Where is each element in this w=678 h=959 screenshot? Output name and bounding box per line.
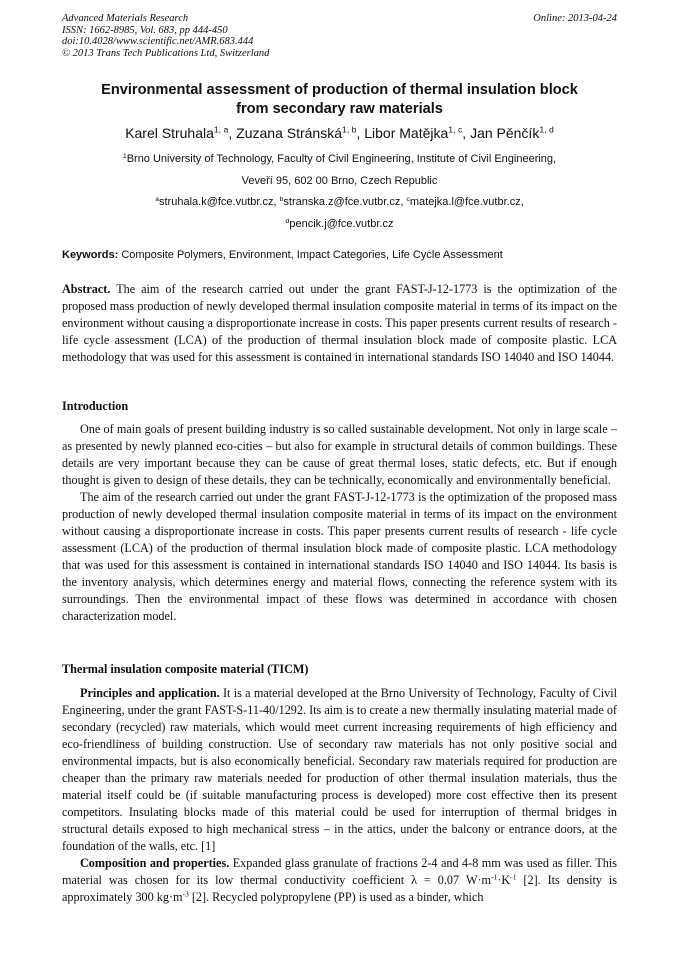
author-name: Karel Struhala — [125, 125, 214, 141]
email-line-1 — [62, 192, 617, 214]
email-sup: a — [155, 195, 159, 203]
author-separator: , — [356, 125, 365, 141]
ticm-body — [62, 685, 617, 906]
subheading-composition: Composition and properties. — [80, 856, 230, 870]
keywords-text: Composite Polymers, Environment, Impact Categories, Life Cycle Assessment — [121, 249, 503, 261]
exponent: -1 — [510, 872, 517, 882]
author-sup: 1, d — [539, 124, 554, 135]
title-line-1: Environmental assessment of production of thermal insulation block — [101, 82, 578, 98]
author-name: Zuzana Stránská — [236, 125, 342, 141]
author-list — [62, 123, 617, 143]
copyright-line: © 2013 Trans Tech Publications Ltd, Switzerland — [62, 47, 270, 59]
keywords — [62, 247, 617, 263]
email-separator: , — [520, 196, 524, 208]
paragraph-text: [2]. Recycled polypropylene (PP) is used as a binder, which — [188, 890, 484, 904]
keywords-label: Keywords: — [62, 249, 119, 261]
section-heading-introduction: Introduction — [62, 399, 129, 413]
paragraph: The aim of the research carried out under the grant FAST-J-12-1773 is the optimization of the proposed mass production of newly developed thermal insulation composite material in terms of its impact on the environment without causing a disproportionate increase in costs. This paper presents current results of research - life cycle assessment (LCA) of the production of thermal insulation block made of composite plastic. LCA methodology that was used for this assessment is contained in international standards ISO 14040 and ISO 14044. Its basis is the inventory analysis, which determines energy and material flows, connecting the reference system with its surroundings. Then the environmental impact of these flows was determined in accordance with chosen characterization model. — [62, 490, 617, 623]
author-separator: , — [462, 125, 471, 141]
abstract-label: Abstract. — [62, 282, 111, 296]
paper-title — [62, 81, 617, 119]
subheading-principles: Principles and application. — [80, 686, 220, 700]
email-link[interactable]: pencik.j@fce.vutbr.cz — [289, 217, 394, 230]
paragraph: One of main goals of present building industry is so called sustainable development. Not only in large scale – as presented by newly planned eco-cities – but also for example in structural details of common buildings. These details are very important because they can be cause of great thermal loses, static defects, etc. But if enough thought is given to design of these details, they can be technically, economically and environmentally beneficial. — [62, 422, 617, 487]
author-sup: 1, c — [448, 124, 463, 135]
affiliation-line-1 — [62, 149, 617, 171]
exponent: -3 — [182, 889, 189, 899]
email-link[interactable]: struhala.k@fce.vutbr.cz — [159, 196, 274, 208]
paragraph-text: Expanded glass granulate of fractions 2-4 and 4-8 mm was used as filler. This material was chosen for its low thermal conductivity coefficient λ = 0.07 W·m — [62, 856, 617, 887]
author-sup: 1, b — [342, 124, 357, 135]
doi-line[interactable]: doi:10.4028/www.scientific.net/AMR.683.444 — [62, 36, 254, 48]
abstract-text: The aim of the research carried out under the grant FAST-J-12-1773 is the optimization of the proposed mass production of newly developed thermal insulation composite material in terms of its impact on the environment without causing a disproportionate increase in costs. This paper presents current results of research - life cycle assessment (LCA) of the production of thermal insulation block made of composite plastic. LCA methodology that was used for this assessment is contained in international standards ISO 14040 and ISO 14044. — [62, 282, 617, 364]
email-link[interactable]: stranska.z@fce.vutbr.cz — [283, 196, 401, 208]
paragraph-text: ·K — [497, 873, 511, 887]
affiliation-line-2: Veveří 95, 602 00 Brno, Czech Republic — [241, 174, 438, 187]
email-line-2 — [62, 214, 617, 236]
email-link[interactable]: matejka.l@fce.vutbr.cz — [409, 196, 521, 208]
exponent: -1 — [491, 872, 498, 882]
journal-name: Advanced Materials Research — [62, 13, 189, 24]
paragraph-text: [2]. Its density is approximately 300 kg·m — [62, 873, 617, 904]
affiliation-sup: 1 — [122, 152, 127, 160]
author-sup: 1, a — [213, 124, 229, 135]
paragraph — [62, 855, 617, 906]
author-name: Libor Matějka — [364, 125, 449, 141]
paragraph-text: It is a material developed at the Brno University of Technology, Faculty of Civil Engineering, under the grant FAST-S-11-40/1292. Its aim is to create a new thermally insulating material made of secondary (recycled) raw materials, which would meet current increasing requirements of high efficiency and eco-friendliness of building construction. Use of secondary raw materials has not only positive social and environmental impacts, but is also economically beneficial. Secondary raw materials required for production are cheaper than the primary raw materials needed for production of other thermal insulation materials, thus the material itself could be (if suitable manufacturing process is developed) more cost effective then its present competitors. Insulating blocks made of this material could be used for interruption of thermal bridges in structural details exposed to high mechanical stress – in the attics, under the balcony or entrance doors, at the foundation of the walls, etc. [1] — [62, 686, 618, 853]
author-name: Jan Pěnčík — [470, 125, 540, 141]
section-heading-ticm: Thermal insulation composite material (TICM) — [62, 662, 309, 676]
email-separator: , — [400, 196, 407, 208]
email-sup: b — [279, 195, 284, 203]
abstract — [62, 281, 617, 366]
issn-line: ISSN: 1662-8985, Vol. 683, pp 444-450 — [62, 24, 228, 36]
introduction-body — [62, 421, 617, 625]
online-date: Online: 2013-04-24 — [533, 13, 617, 24]
email-sup: c — [406, 195, 410, 203]
email-sup: d — [285, 217, 290, 225]
title-line-2: from secondary raw materials — [236, 101, 443, 117]
affiliation-block — [62, 149, 617, 235]
paragraph — [62, 685, 617, 855]
author-separator: , — [228, 125, 237, 141]
email-separator: , — [273, 196, 280, 208]
journal-header — [62, 13, 617, 59]
affiliation-text: Brno University of Technology, Faculty of Civil Engineering, Institute of Civil Engineering, — [126, 153, 557, 165]
